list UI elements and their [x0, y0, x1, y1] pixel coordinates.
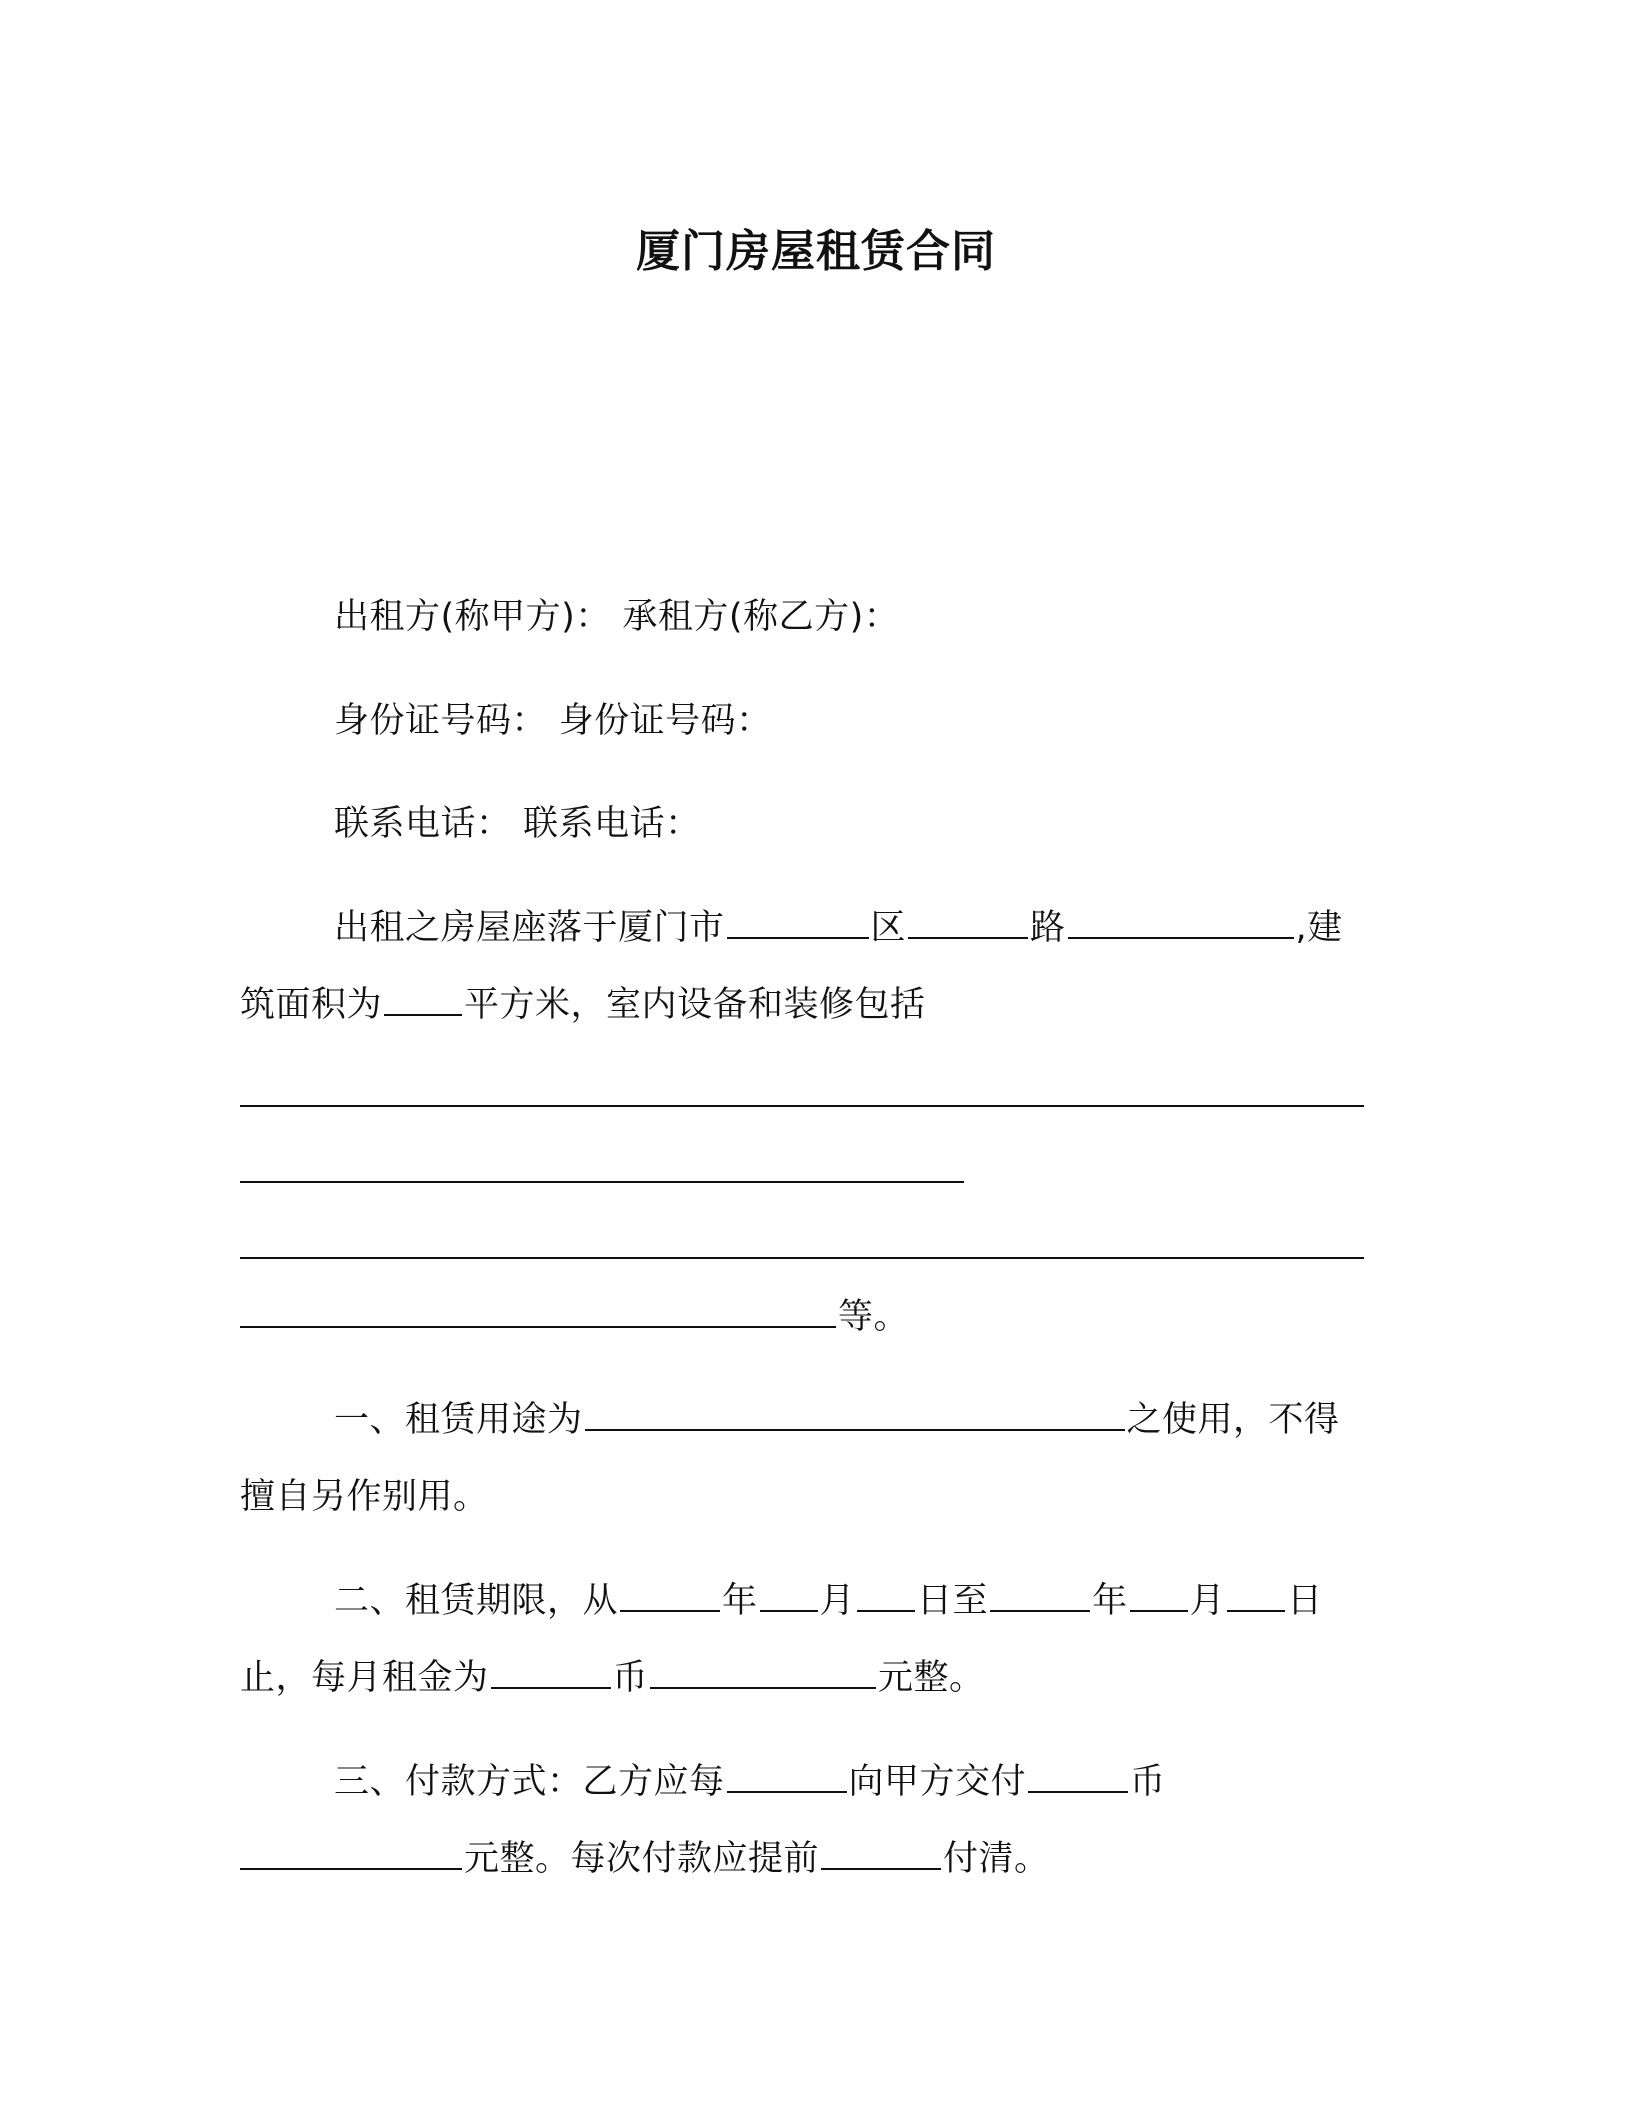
equipment-blank-1[interactable] [240, 1105, 1364, 1107]
payment-currency-blank[interactable] [1028, 1757, 1128, 1793]
clause1-line2: 擅自另作别用。 [240, 1477, 489, 1517]
rent-currency-blank[interactable] [491, 1653, 611, 1689]
rent-currency-label: 币 [612, 1658, 649, 1698]
property-area-line [240, 980, 926, 1030]
clause3-prefix: 三、付款方式：乙方应每 [334, 1762, 725, 1802]
end-month-label: 月 [1189, 1581, 1226, 1621]
rent-prefix: 止，每月租金为 [240, 1658, 489, 1698]
parties-line-id: 身份证号码： 身份证号码： [334, 701, 772, 741]
payment-period-blank[interactable] [727, 1757, 847, 1793]
area-suffix: 平方米，室内设备和装修包括 [464, 985, 926, 1025]
start-month-label: 月 [819, 1581, 856, 1621]
clause3-line1 [334, 1757, 1166, 1807]
district-blank[interactable] [727, 903, 869, 939]
clause1-prefix: 一、租赁用途为 [334, 1400, 583, 1440]
end-year-blank[interactable] [990, 1576, 1090, 1612]
rent-amount-label: 元整。 [878, 1658, 985, 1698]
payment-advance-blank[interactable] [821, 1834, 941, 1870]
equipment-blank-4[interactable] [240, 1292, 836, 1328]
rent-amount-blank[interactable] [650, 1653, 876, 1689]
road-label: 路 [1030, 908, 1066, 948]
clause3-line2 [240, 1834, 1050, 1884]
equipment-end-line [240, 1292, 909, 1342]
start-month-blank[interactable] [760, 1576, 818, 1612]
start-day-label: 日至 [917, 1581, 989, 1621]
road-blank[interactable] [908, 903, 1028, 939]
end-day-blank[interactable] [1227, 1576, 1285, 1612]
clause1-line1 [334, 1395, 1340, 1445]
property-location-line [334, 903, 1343, 953]
district-label: 区 [870, 908, 907, 948]
area-prefix: 筑面积为 [240, 985, 383, 1025]
usage-blank[interactable] [585, 1395, 1125, 1431]
start-year-label: 年 [722, 1581, 758, 1621]
clause2-line1 [334, 1576, 1323, 1626]
property-location-prefix: 出租之房屋座落于厦门市 [334, 908, 725, 948]
address-blank[interactable] [1068, 903, 1294, 939]
parties-line-phone: 联系电话： 联系电话： [334, 804, 701, 844]
clause2-line2 [240, 1653, 985, 1703]
equipment-blank-2[interactable] [240, 1181, 964, 1183]
payment-amount-label: 元整。每次付款应提前 [464, 1839, 820, 1879]
end-month-blank[interactable] [1130, 1576, 1188, 1612]
start-day-blank[interactable] [857, 1576, 915, 1612]
start-year-blank[interactable] [620, 1576, 720, 1612]
end-day-label: 日 [1287, 1581, 1323, 1621]
payment-end-label: 付清。 [943, 1839, 1050, 1879]
clause1-suffix: 之使用，不得 [1126, 1400, 1340, 1440]
document-title: 厦门房屋租赁合同 [636, 226, 996, 277]
area-blank[interactable] [384, 980, 462, 1016]
payment-currency-label: 币 [1130, 1762, 1166, 1802]
payment-amount-blank[interactable] [240, 1834, 462, 1870]
clause2-prefix: 二、租赁期限，从 [334, 1581, 619, 1621]
equipment-blank-3[interactable] [240, 1257, 1364, 1259]
construction-label: ,建 [1295, 908, 1343, 948]
equipment-end-label: 等。 [838, 1297, 910, 1337]
end-year-label: 年 [1092, 1581, 1128, 1621]
clause3-middle: 向甲方交付 [848, 1762, 1027, 1802]
parties-line-names: 出租方(称甲方)： 承租方(称乙方)： [334, 597, 900, 637]
